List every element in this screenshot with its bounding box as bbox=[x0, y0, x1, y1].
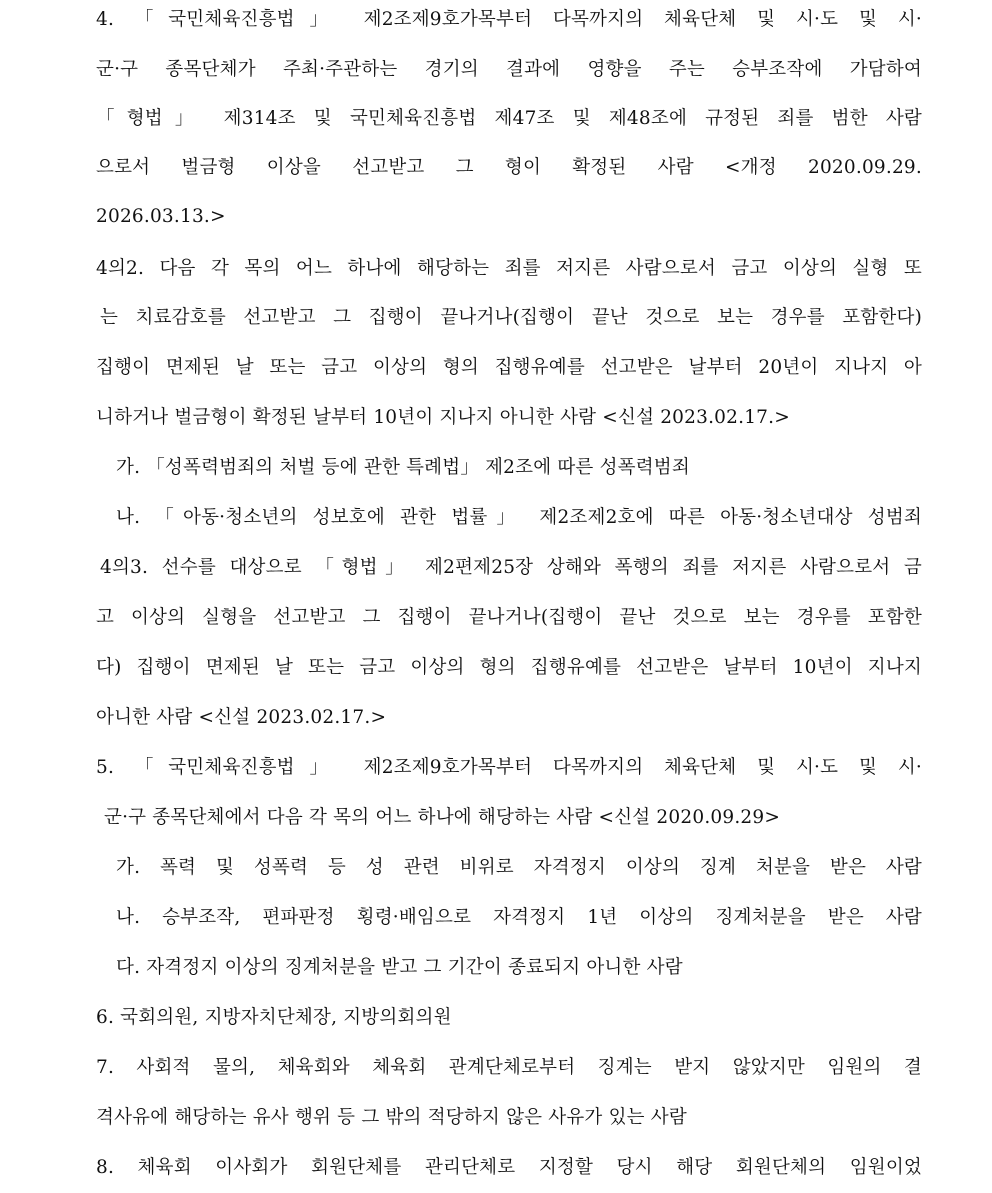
text-line: 집행이 면제된 날 또는 금고 이상의 형의 집행유예를 선고받은 날부터 20년이 지나지 아 bbox=[96, 357, 922, 378]
text-line: 나. 「아동·청소년의 성보호에 관한 법률」 제2조제2호에 따른 아동·청소년대상 성범죄 bbox=[116, 507, 922, 528]
text-line: 5. 「국민체육진흥법」 제2조제9호가목부터 다목까지의 체육단체 및 시·도 및 시· bbox=[96, 757, 922, 778]
text-line: 다. 자격정지 이상의 징계처분을 받고 그 기간이 종료되지 아니한 사람 bbox=[116, 957, 683, 978]
text-line: 4의3. 선수를 대상으로 「형법」 제2편제25장 상해와 폭행의 죄를 저지른 사람으로서 금 bbox=[100, 557, 922, 578]
text-line: 6. 국회의원, 지방자치단체장, 지방의회의원 bbox=[96, 1007, 452, 1028]
text-line: 는 치료감호를 선고받고 그 집행이 끝나거나(집행이 끝난 것으로 보는 경우를 포함한다) bbox=[100, 307, 922, 328]
text-line: 7. 사회적 물의, 체육회와 체육회 관계단체로부터 징계는 받지 않았지만 임원의 결 bbox=[96, 1057, 922, 1078]
text-line: 8. 체육회 이사회가 회원단체를 관리단체로 지정할 당시 해당 회원단체의 임원이었 bbox=[96, 1157, 922, 1178]
text-line: 다) 집행이 면제된 날 또는 금고 이상의 형의 집행유예를 선고받은 날부터 10년이 지나지 bbox=[96, 657, 922, 678]
text-line: 군·구 종목단체에서 다음 각 목의 어느 하나에 해당하는 사람 <신설 2020.09.29> bbox=[104, 807, 781, 828]
text-line: 아니한 사람 <신설 2023.02.17.> bbox=[96, 707, 387, 728]
text-line: 4의2. 다음 각 목의 어느 하나에 해당하는 죄를 저지른 사람으로서 금고 이상의 실형 또 bbox=[96, 258, 922, 279]
text-line: 니하거나 벌금형이 확정된 날부터 10년이 지나지 아니한 사람 <신설 2023.02.17.> bbox=[96, 407, 790, 428]
text-line: 으로서 벌금형 이상을 선고받고 그 형이 확정된 사람 <개정 2020.09.29. bbox=[96, 157, 922, 178]
text-line: 가. 「성폭력범죄의 처벌 등에 관한 특례법」 제2조에 따른 성폭력범죄 bbox=[116, 457, 690, 478]
text-line: 격사유에 해당하는 유사 행위 등 그 밖의 적당하지 않은 사유가 있는 사람 bbox=[96, 1107, 687, 1128]
text-line: 가. 폭력 및 성폭력 등 성 관련 비위로 자격정지 이상의 징계 처분을 받은 사람 bbox=[116, 857, 922, 878]
text-line: 4. 「국민체육진흥법」 제2조제9호가목부터 다목까지의 체육단체 및 시·도 및 시· bbox=[96, 9, 922, 30]
text-line: 군·구 종목단체가 주최·주관하는 경기의 결과에 영향을 주는 승부조작에 가담하여 bbox=[96, 59, 922, 80]
text-line: 고 이상의 실형을 선고받고 그 집행이 끝나거나(집행이 끝난 것으로 보는 경우를 포함한 bbox=[96, 607, 922, 628]
text-line: 2026.03.13.> bbox=[96, 206, 226, 227]
text-line: 나. 승부조작, 편파판정 횡령·배임으로 자격정지 1년 이상의 징계처분을 받은 사람 bbox=[116, 907, 922, 928]
text-line: 「형법」 제314조 및 국민체육진흥법 제47조 및 제48조에 규정된 죄를 범한 사람 bbox=[96, 108, 922, 129]
